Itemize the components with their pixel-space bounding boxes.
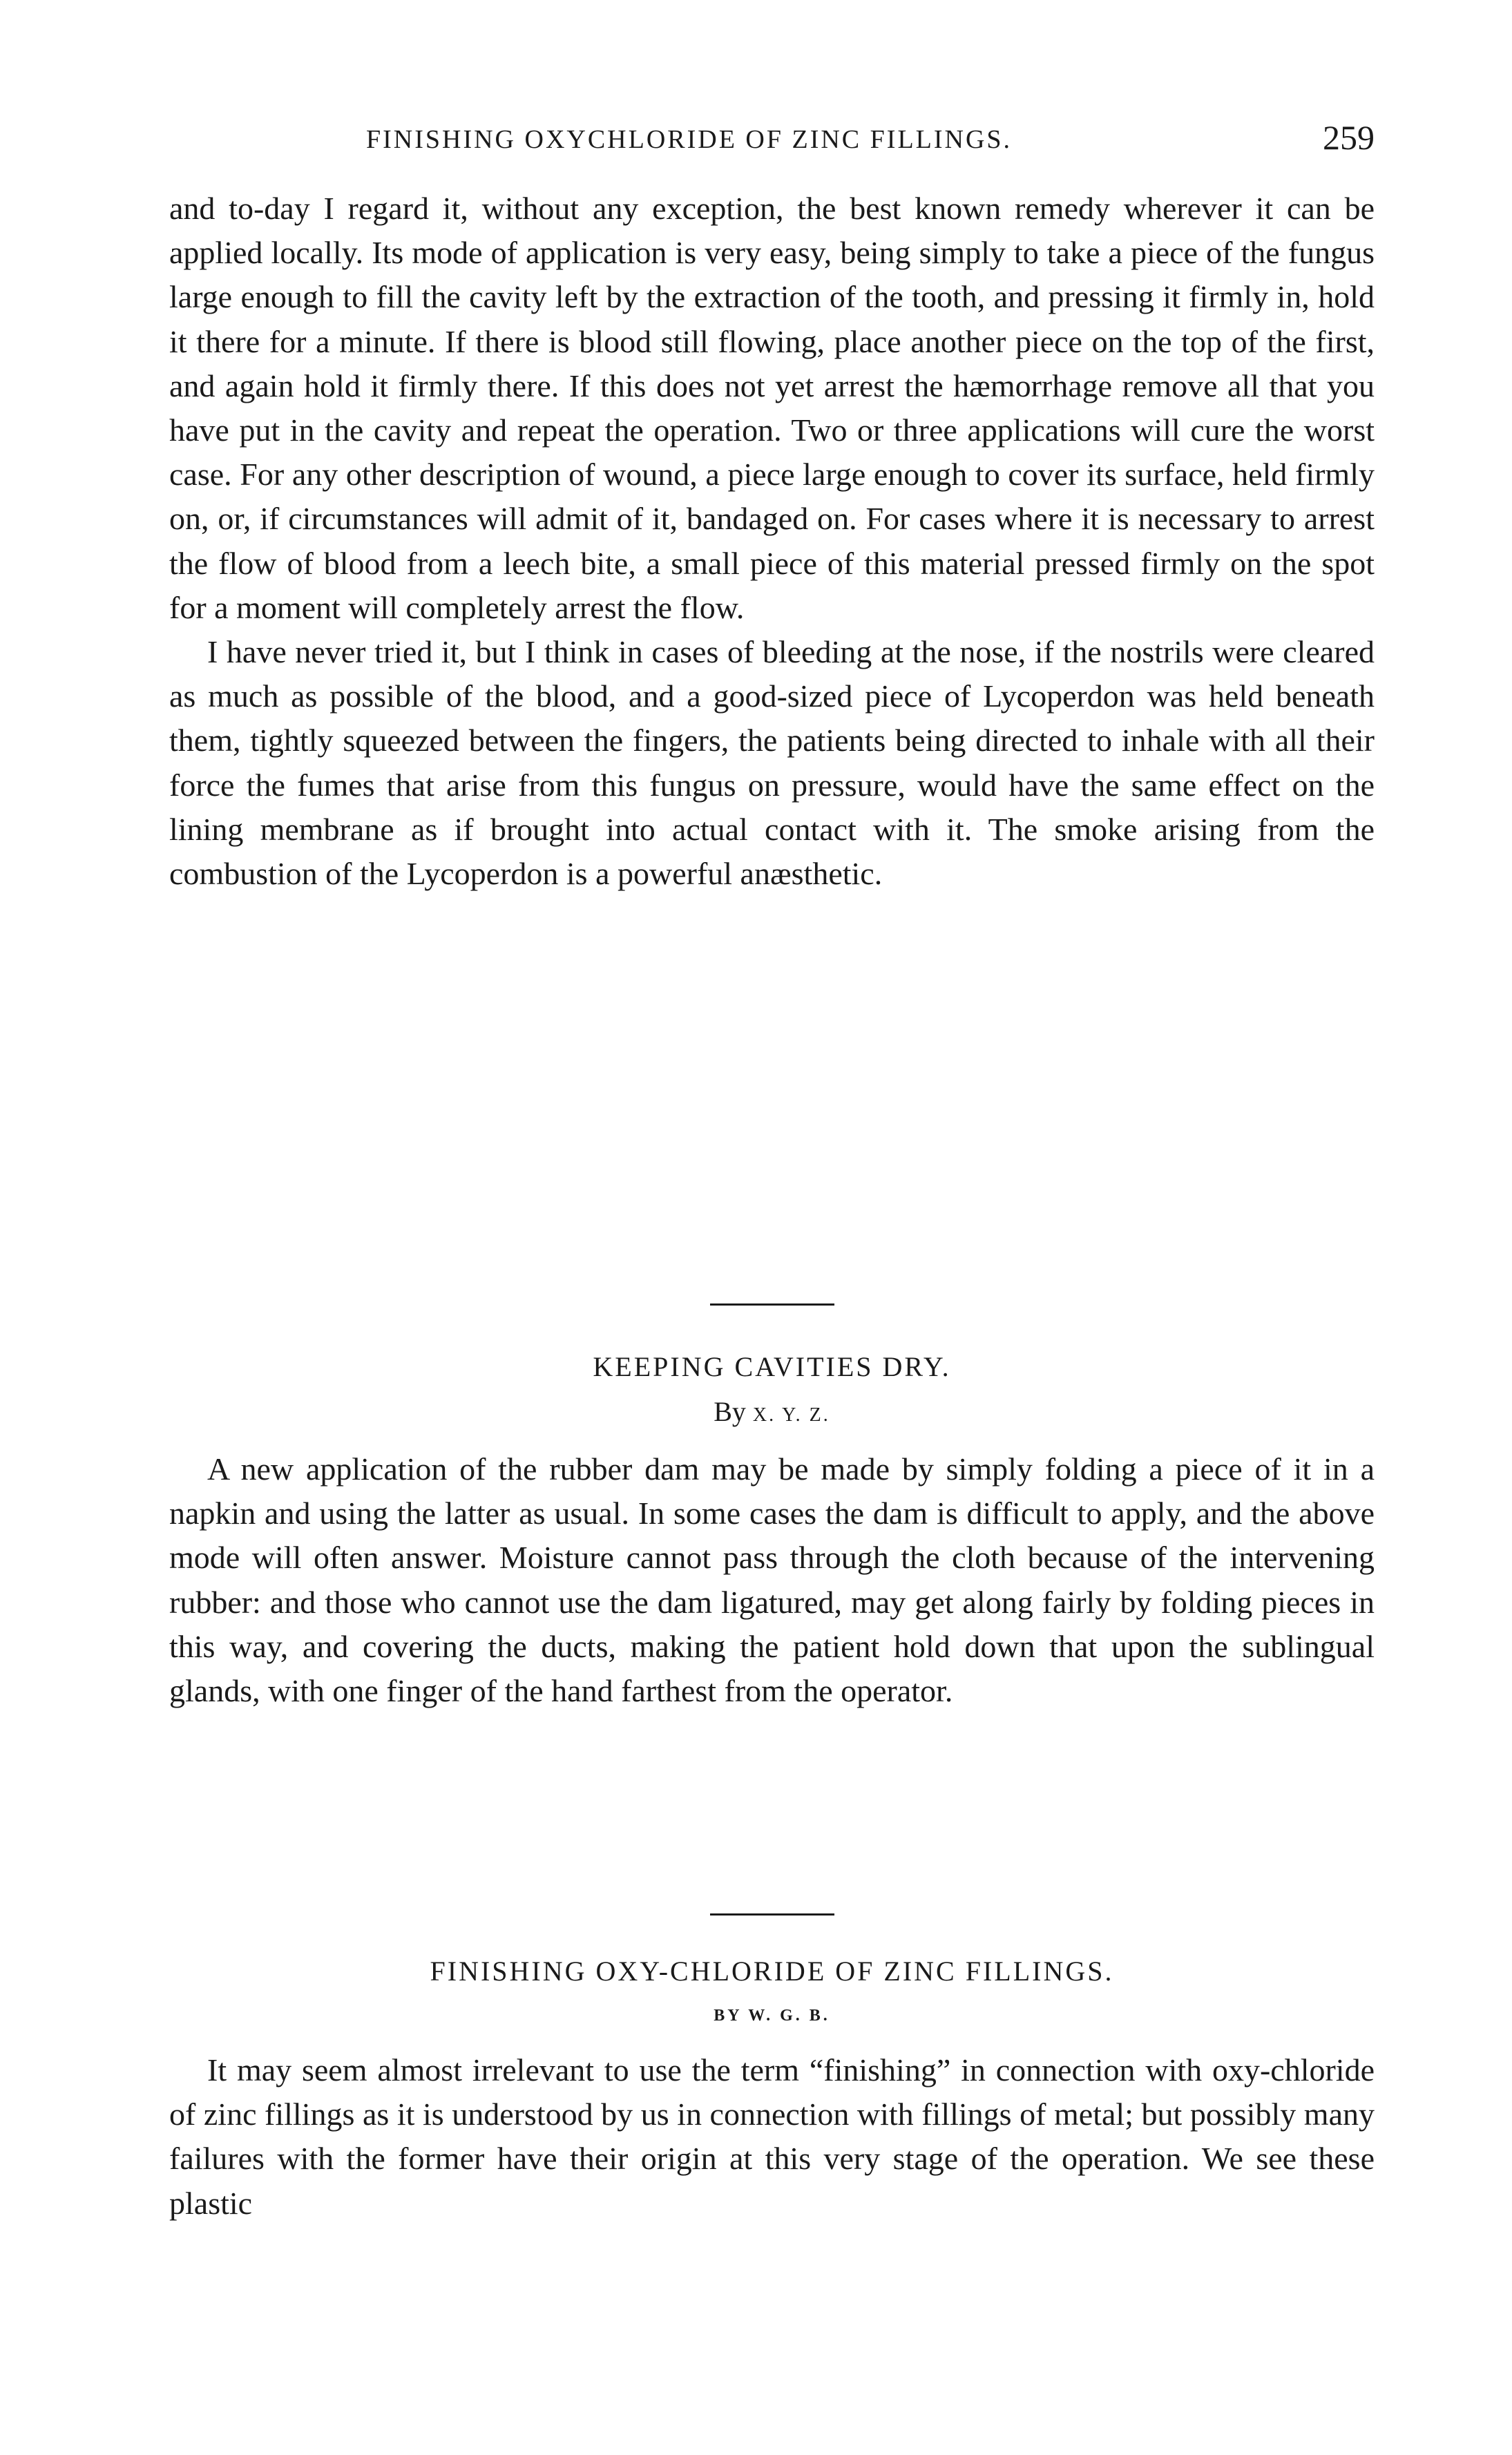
running-head xyxy=(169,117,1375,166)
section-divider xyxy=(710,1303,834,1306)
article-body-keeping-cavities-dry xyxy=(169,1447,1375,1713)
article-title-finishing-fillings: FINISHING OXY-CHLORIDE OF ZINC FILLINGS. xyxy=(430,1956,1114,1987)
article-body-finishing-fillings xyxy=(169,2048,1375,2226)
section-divider xyxy=(710,1913,834,1916)
paragraph: I have never tried it, but I think in cases of bleeding at the nose, if the nostrils were cleared as much as possible of the blood, and a good-sized piece of Lycoperdon was held beneath them, tightly squeezed between the fingers, the patients being directed to inhale with all their force the fumes that arise from this fungus on pressure, would have the same effect on the lining membrane as if brought into actual contact with it. The smoke arising from the combustion of the Lycoperdon is a powerful anæsthetic. xyxy=(169,634,1375,892)
running-title: FINISHING OXYCHLORIDE OF ZINC FILLINGS. xyxy=(366,125,1013,154)
byline-author: X. Y. Z. xyxy=(752,1404,830,1426)
page-number: 259 xyxy=(1323,118,1375,157)
article-byline: BY W. G. B. xyxy=(714,2007,830,2025)
paragraph: A new application of the rubber dam may be made by simply folding a piece of it in a napkin and using the latter as usual. In some cases the dam is difficult to apply, and the above mode will often answer. Moisture cannot pass through the cloth because of the intervening rubber: and those who cannot use the dam ligatured, may get along fairly by folding pieces in this way, and covering the ducts, making the patient hold down that upon the sublingual glands, with one finger of the hand farthest from the operator. xyxy=(169,1451,1375,1709)
continued-text xyxy=(169,187,1375,896)
paragraph: and to-day I regard it, without any exception, the best known remedy wherever it can be applied locally. Its mode of application is very easy, being simply to take a piece of the fungus large enough to fill the cavity left by the extraction of the tooth, and pressing it firmly in, hold it there for a minute. If there is blood still flowing, place another piece on the top of the first, and again hold it firmly there. If this does not yet arrest the hæmorrhage remove all that you have put in the cavity and repeat the operation. Two or three applications will cure the worst case. For any other description of wound, a piece large enough to cover its surface, held firmly on, or, if circumstances will admit of it, bandaged on. For cases where it is necessary to arrest the flow of blood from a leech bite, a small piece of this material pressed firmly on the spot for a moment will completely arrest the flow. xyxy=(169,191,1375,625)
article-title-keeping-cavities-dry: KEEPING CAVITIES DRY. xyxy=(593,1351,951,1382)
byline-prefix: By xyxy=(714,1396,746,1427)
article-byline xyxy=(169,1395,1375,1428)
paragraph: It may seem almost irrelevant to use the term “finishing” in connection with oxy-chloride of zinc fillings as it is understood by us in connection with fillings of metal; but possibly many failures with the former have their origin at this very stage of the operation. We see these plastic xyxy=(169,2052,1375,2221)
